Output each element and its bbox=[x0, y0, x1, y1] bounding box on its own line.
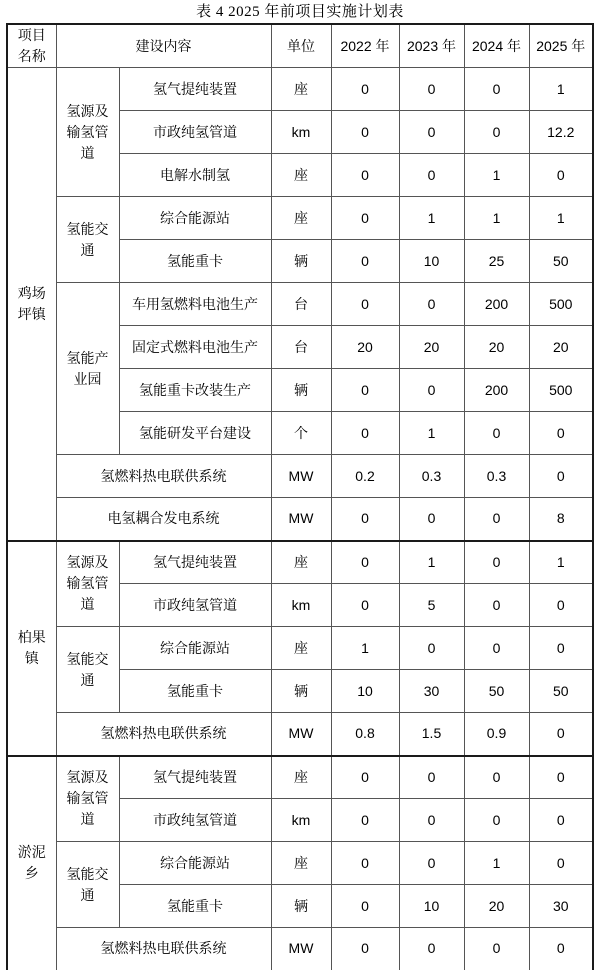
table-row bbox=[7, 928, 593, 970]
unit-cell: km bbox=[271, 584, 331, 627]
unit-cell: 辆 bbox=[271, 240, 331, 283]
value-cell: 0 bbox=[399, 68, 464, 111]
category-cell: 氢源及输氢管道 bbox=[56, 541, 119, 627]
category-cell: 氢能交通 bbox=[56, 197, 119, 283]
value-cell: 0 bbox=[529, 455, 593, 498]
value-cell: 0 bbox=[331, 799, 399, 842]
content-cell: 电解水制氢 bbox=[119, 154, 271, 197]
value-cell: 0.8 bbox=[331, 713, 399, 756]
value-cell: 0 bbox=[399, 154, 464, 197]
unit-cell: 台 bbox=[271, 326, 331, 369]
value-cell: 0 bbox=[464, 756, 529, 799]
region-cell: 淤泥乡 bbox=[7, 756, 56, 970]
table-row bbox=[7, 541, 593, 584]
value-cell: 0 bbox=[464, 111, 529, 154]
header-cell: 项目名称 bbox=[7, 24, 56, 68]
header-cell: 单位 bbox=[271, 24, 331, 68]
value-cell: 0 bbox=[529, 713, 593, 756]
value-cell: 0 bbox=[331, 412, 399, 455]
value-cell: 1 bbox=[464, 842, 529, 885]
content-cell: 氢能重卡 bbox=[119, 885, 271, 928]
header-row bbox=[7, 24, 593, 68]
value-cell: 1 bbox=[464, 197, 529, 240]
value-cell: 0 bbox=[331, 240, 399, 283]
value-cell: 0.2 bbox=[331, 455, 399, 498]
value-cell: 1 bbox=[529, 68, 593, 111]
value-cell: 0 bbox=[331, 756, 399, 799]
value-cell: 50 bbox=[529, 670, 593, 713]
content-cell: 车用氢燃料电池生产 bbox=[119, 283, 271, 326]
content-cell: 综合能源站 bbox=[119, 197, 271, 240]
value-cell: 0 bbox=[529, 412, 593, 455]
value-cell: 0 bbox=[399, 498, 464, 541]
value-cell: 25 bbox=[464, 240, 529, 283]
table-row bbox=[7, 455, 593, 498]
value-cell: 8 bbox=[529, 498, 593, 541]
value-cell: 0 bbox=[464, 541, 529, 584]
value-cell: 0 bbox=[399, 799, 464, 842]
value-cell: 200 bbox=[464, 369, 529, 412]
value-cell: 1 bbox=[399, 197, 464, 240]
unit-cell: MW bbox=[271, 928, 331, 970]
value-cell: 20 bbox=[464, 885, 529, 928]
value-cell: 0 bbox=[331, 584, 399, 627]
unit-cell: 座 bbox=[271, 627, 331, 670]
value-cell: 20 bbox=[399, 326, 464, 369]
value-cell: 1 bbox=[399, 541, 464, 584]
header-cell: 建设内容 bbox=[56, 24, 271, 68]
value-cell: 0 bbox=[464, 584, 529, 627]
unit-cell: 座 bbox=[271, 68, 331, 111]
value-cell: 0 bbox=[464, 498, 529, 541]
category-cell: 氢能交通 bbox=[56, 627, 119, 713]
unit-cell: 辆 bbox=[271, 885, 331, 928]
header-cell: 2022 年 bbox=[331, 24, 399, 68]
category-cell: 氢源及输氢管道 bbox=[56, 68, 119, 197]
value-cell: 1 bbox=[331, 627, 399, 670]
value-cell: 0 bbox=[529, 799, 593, 842]
value-cell: 500 bbox=[529, 369, 593, 412]
content-cell: 氢气提纯装置 bbox=[119, 541, 271, 584]
value-cell: 0 bbox=[399, 842, 464, 885]
value-cell: 20 bbox=[529, 326, 593, 369]
table-row bbox=[7, 756, 593, 799]
content-cell: 综合能源站 bbox=[119, 842, 271, 885]
value-cell: 0.3 bbox=[464, 455, 529, 498]
value-cell: 30 bbox=[399, 670, 464, 713]
value-cell: 0 bbox=[529, 928, 593, 970]
category-cell: 氢能交通 bbox=[56, 842, 119, 928]
content-cell: 市政纯氢管道 bbox=[119, 799, 271, 842]
value-cell: 1 bbox=[529, 197, 593, 240]
value-cell: 50 bbox=[529, 240, 593, 283]
value-cell: 0 bbox=[399, 627, 464, 670]
value-cell: 0 bbox=[331, 369, 399, 412]
unit-cell: MW bbox=[271, 713, 331, 756]
table-body bbox=[7, 68, 593, 970]
content-cell: 综合能源站 bbox=[119, 627, 271, 670]
table-row bbox=[7, 842, 593, 885]
region-cell: 鸡场坪镇 bbox=[7, 68, 56, 541]
value-cell: 0.9 bbox=[464, 713, 529, 756]
value-cell: 0 bbox=[529, 627, 593, 670]
unit-cell: 个 bbox=[271, 412, 331, 455]
value-cell: 1 bbox=[464, 154, 529, 197]
content-cell: 氢能研发平台建设 bbox=[119, 412, 271, 455]
value-cell: 5 bbox=[399, 584, 464, 627]
merged-cell: 氢燃料热电联供系统 bbox=[56, 928, 271, 970]
value-cell: 0 bbox=[399, 283, 464, 326]
table-row bbox=[7, 498, 593, 541]
value-cell: 50 bbox=[464, 670, 529, 713]
unit-cell: km bbox=[271, 111, 331, 154]
header-cell: 2024 年 bbox=[464, 24, 529, 68]
value-cell: 0 bbox=[399, 369, 464, 412]
category-cell: 氢能产业园 bbox=[56, 283, 119, 455]
content-cell: 固定式燃料电池生产 bbox=[119, 326, 271, 369]
value-cell: 1 bbox=[529, 541, 593, 584]
header-cell: 2023 年 bbox=[399, 24, 464, 68]
value-cell: 10 bbox=[399, 885, 464, 928]
value-cell: 0 bbox=[464, 799, 529, 842]
unit-cell: 座 bbox=[271, 154, 331, 197]
unit-cell: 台 bbox=[271, 283, 331, 326]
value-cell: 1 bbox=[399, 412, 464, 455]
category-cell: 氢源及输氢管道 bbox=[56, 756, 119, 842]
content-cell: 氢能重卡 bbox=[119, 240, 271, 283]
table-title: 表 4 2025 年前项目实施计划表 bbox=[196, 4, 404, 20]
content-cell: 氢气提纯装置 bbox=[119, 68, 271, 111]
value-cell: 0 bbox=[331, 68, 399, 111]
value-cell: 30 bbox=[529, 885, 593, 928]
unit-cell: 辆 bbox=[271, 670, 331, 713]
unit-cell: 座 bbox=[271, 541, 331, 584]
content-cell: 氢气提纯装置 bbox=[119, 756, 271, 799]
merged-cell: 氢燃料热电联供系统 bbox=[56, 455, 271, 498]
value-cell: 0.3 bbox=[399, 455, 464, 498]
content-cell: 市政纯氢管道 bbox=[119, 111, 271, 154]
value-cell: 0 bbox=[529, 756, 593, 799]
content-cell: 氢能重卡 bbox=[119, 670, 271, 713]
value-cell: 0 bbox=[464, 928, 529, 970]
value-cell: 0 bbox=[464, 412, 529, 455]
unit-cell: km bbox=[271, 799, 331, 842]
unit-cell: 辆 bbox=[271, 369, 331, 412]
value-cell: 0 bbox=[529, 154, 593, 197]
region-cell: 柏果镇 bbox=[7, 541, 56, 756]
value-cell: 0 bbox=[529, 584, 593, 627]
document-page bbox=[0, 1, 600, 970]
plan-table bbox=[6, 23, 594, 970]
header-cell: 2025 年 bbox=[529, 24, 593, 68]
value-cell: 12.2 bbox=[529, 111, 593, 154]
table-header bbox=[7, 24, 593, 68]
value-cell: 0 bbox=[331, 154, 399, 197]
value-cell: 0 bbox=[529, 842, 593, 885]
value-cell: 0 bbox=[331, 885, 399, 928]
table-row bbox=[7, 627, 593, 670]
value-cell: 10 bbox=[331, 670, 399, 713]
table-row bbox=[7, 197, 593, 240]
unit-cell: 座 bbox=[271, 197, 331, 240]
content-cell: 氢能重卡改装生产 bbox=[119, 369, 271, 412]
value-cell: 500 bbox=[529, 283, 593, 326]
value-cell: 0 bbox=[331, 283, 399, 326]
value-cell: 0 bbox=[331, 111, 399, 154]
value-cell: 0 bbox=[399, 928, 464, 970]
unit-cell: MW bbox=[271, 455, 331, 498]
unit-cell: 座 bbox=[271, 842, 331, 885]
value-cell: 0 bbox=[464, 68, 529, 111]
value-cell: 0 bbox=[331, 197, 399, 240]
value-cell: 0 bbox=[331, 842, 399, 885]
value-cell: 0 bbox=[399, 756, 464, 799]
value-cell: 0 bbox=[331, 928, 399, 970]
value-cell: 20 bbox=[331, 326, 399, 369]
merged-cell: 电氢耦合发电系统 bbox=[56, 498, 271, 541]
value-cell: 0 bbox=[399, 111, 464, 154]
table-row bbox=[7, 283, 593, 326]
value-cell: 200 bbox=[464, 283, 529, 326]
table-row bbox=[7, 68, 593, 111]
table-row bbox=[7, 713, 593, 756]
merged-cell: 氢燃料热电联供系统 bbox=[56, 713, 271, 756]
unit-cell: 座 bbox=[271, 756, 331, 799]
value-cell: 0 bbox=[331, 498, 399, 541]
content-cell: 市政纯氢管道 bbox=[119, 584, 271, 627]
value-cell: 0 bbox=[331, 541, 399, 584]
value-cell: 10 bbox=[399, 240, 464, 283]
value-cell: 1.5 bbox=[399, 713, 464, 756]
unit-cell: MW bbox=[271, 498, 331, 541]
value-cell: 0 bbox=[464, 627, 529, 670]
value-cell: 20 bbox=[464, 326, 529, 369]
